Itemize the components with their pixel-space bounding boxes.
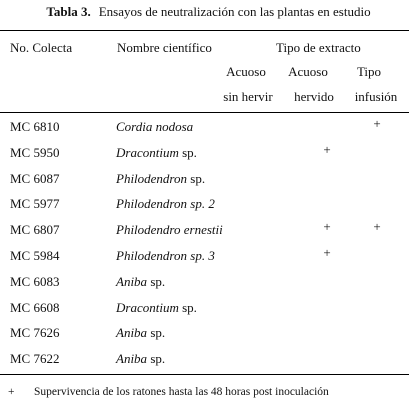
footnote-symbol: +: [8, 386, 15, 398]
scientific-name-genus: Dracontium: [116, 300, 179, 315]
scientific-name-genus: Cordia nodosa: [116, 119, 194, 134]
collection-id: MC 5984: [10, 248, 60, 263]
top-rule: [0, 30, 409, 31]
header-scientific-name: Nombre científico: [117, 40, 212, 55]
header-acuoso-hervido-line2: hervido: [294, 89, 334, 104]
scientific-name: [116, 300, 197, 316]
scientific-name-genus: Philodendro ernestii: [116, 222, 223, 237]
result-mark-infusion: +: [373, 116, 381, 131]
scientific-name-suffix: sp.: [178, 145, 197, 160]
scientific-name-suffix: sp.: [147, 351, 166, 366]
footnote: [8, 386, 329, 398]
table-caption-text: Ensayos de neutralización con las plantas en estudio: [98, 4, 371, 19]
scientific-name: [116, 171, 205, 187]
collection-id: MC 5977: [10, 196, 60, 211]
scientific-name: [116, 196, 215, 212]
scientific-name-suffix: sp.: [187, 171, 206, 186]
scientific-name-suffix: sp.: [178, 300, 197, 315]
collection-id: MC 6083: [10, 274, 60, 289]
header-acuoso-sin-hervir-line1: Acuoso: [226, 64, 266, 79]
scientific-name-genus: Philodendron: [116, 171, 188, 186]
result-mark-infusion: +: [373, 219, 381, 234]
scientific-name-genus: Philodendron sp. 2: [116, 196, 215, 211]
scientific-name: [116, 325, 165, 341]
footnote-text: Supervivencia de los ratones hasta las 48 horas post inoculación: [34, 386, 329, 398]
scientific-name-genus: Aniba: [116, 274, 148, 289]
result-mark-hervido: +: [323, 219, 331, 234]
scientific-name: [116, 145, 197, 161]
scientific-name-genus: Aniba: [116, 351, 148, 366]
table-caption-label: Tabla 3.: [46, 4, 91, 19]
scientific-name: [116, 274, 165, 290]
result-mark-hervido: +: [323, 245, 331, 260]
scientific-name-suffix: sp.: [147, 325, 166, 340]
scientific-name-genus: Aniba: [116, 325, 148, 340]
header-acuoso-hervido-line1: Acuoso: [288, 64, 328, 79]
collection-id: MC 6807: [10, 222, 60, 237]
header-rule: [0, 112, 409, 113]
header-extract-type: Tipo de extracto: [276, 40, 361, 55]
result-mark-hervido: +: [323, 142, 331, 157]
scientific-name: [116, 248, 215, 264]
scientific-name: [116, 351, 165, 367]
bottom-rule: [0, 374, 409, 375]
collection-id: MC 6087: [10, 171, 60, 186]
table-caption: [0, 4, 417, 20]
collection-id: MC 5950: [10, 145, 60, 160]
scientific-name: [116, 222, 223, 238]
header-tipo-infusion-line2: infusión: [354, 89, 398, 104]
collection-id: MC 7626: [10, 325, 60, 340]
header-acuoso-sin-hervir-line2: sin hervir: [223, 89, 273, 104]
collection-id: MC 6608: [10, 300, 60, 315]
scientific-name-genus: Dracontium: [116, 145, 179, 160]
scientific-name: [116, 119, 193, 135]
scientific-name-genus: Philodendron sp. 3: [116, 248, 215, 263]
collection-id: MC 7622: [10, 351, 60, 366]
header-collection: No. Colecta: [10, 40, 73, 55]
scientific-name-suffix: sp.: [147, 274, 166, 289]
header-tipo-infusion-line1: Tipo: [356, 64, 382, 79]
collection-id: MC 6810: [10, 119, 60, 134]
